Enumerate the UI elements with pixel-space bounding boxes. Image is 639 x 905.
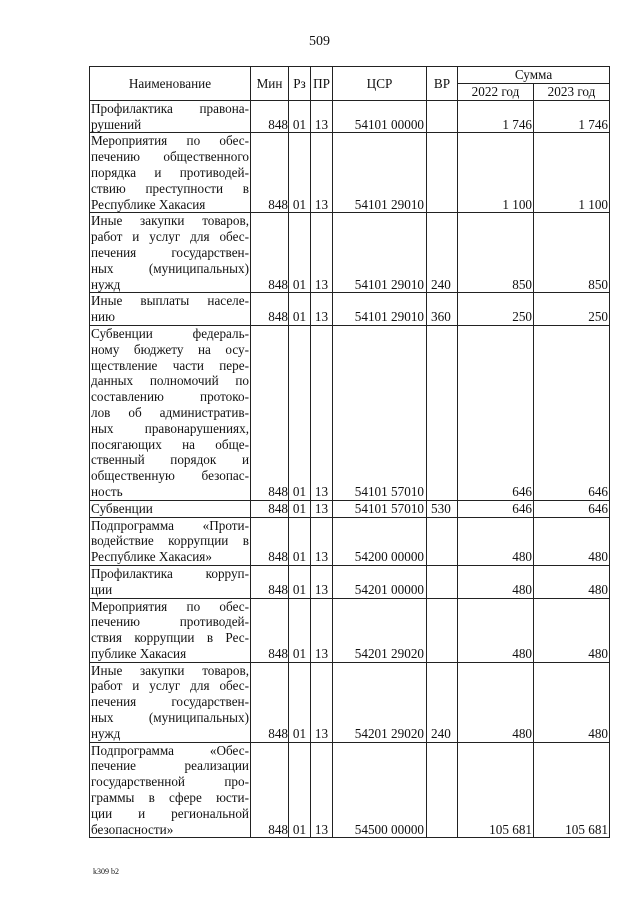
row-sum-2022: 480 xyxy=(458,565,534,598)
row-vr: 360 xyxy=(427,293,458,326)
row-pr: 13 xyxy=(311,517,333,565)
row-sum-2023: 250 xyxy=(534,293,610,326)
row-min: 848 xyxy=(251,565,289,598)
row-name-line: Республике Хакасия» xyxy=(91,549,212,565)
row-name xyxy=(90,213,251,293)
row-name-line: Субвенции федераль- xyxy=(91,325,249,341)
row-name-line: ществление части пере- xyxy=(91,357,249,373)
header-vr: ВР xyxy=(427,67,458,101)
row-sum-2022: 850 xyxy=(458,213,534,293)
row-name-line: общественную безопас- xyxy=(91,468,249,484)
row-name-line: публике Хакасия xyxy=(91,645,187,661)
row-vr xyxy=(427,325,458,500)
row-name-line: лов об административ- xyxy=(91,404,249,420)
row-sum-2023: 480 xyxy=(534,662,610,742)
row-name xyxy=(90,100,251,133)
row-vr: 240 xyxy=(427,213,458,293)
row-name-line: Подпрограмма «Обес- xyxy=(91,742,249,758)
row-min: 848 xyxy=(251,742,289,838)
row-name-line: Профилактика корруп- xyxy=(91,565,249,581)
row-pr: 13 xyxy=(311,293,333,326)
page-number: 509 xyxy=(309,34,330,49)
table-row xyxy=(90,500,610,517)
row-name-line: печение реализации xyxy=(91,758,249,774)
row-name xyxy=(90,565,251,598)
row-name-line: Мероприятия по обес- xyxy=(91,598,249,614)
row-csr: 54101 29010 xyxy=(333,213,427,293)
row-name-line: Республике Хакасия xyxy=(91,196,206,212)
row-sum-2023: 105 681 xyxy=(534,742,610,838)
row-rz: 01 xyxy=(289,213,311,293)
row-vr xyxy=(427,517,458,565)
row-sum-2023: 1 100 xyxy=(534,133,610,213)
row-name-line: Подпрограмма «Проти- xyxy=(91,517,249,533)
row-rz: 01 xyxy=(289,742,311,838)
row-pr: 13 xyxy=(311,213,333,293)
row-min: 848 xyxy=(251,500,289,517)
table-body xyxy=(90,100,610,838)
table-row xyxy=(90,325,610,500)
row-name-line: составлению протоко- xyxy=(91,389,249,405)
row-csr: 54500 00000 xyxy=(333,742,427,838)
row-csr: 54200 00000 xyxy=(333,517,427,565)
header-sum: Сумма xyxy=(458,67,610,84)
row-name-line: Субвенции xyxy=(91,500,153,516)
row-name-line: ному бюджету на осу- xyxy=(91,341,249,357)
row-name xyxy=(90,325,251,500)
row-name-line: Иные закупки товаров, xyxy=(91,213,249,229)
row-min: 848 xyxy=(251,662,289,742)
row-rz: 01 xyxy=(289,325,311,500)
row-min: 848 xyxy=(251,598,289,662)
row-name xyxy=(90,598,251,662)
row-min: 848 xyxy=(251,133,289,213)
row-name xyxy=(90,293,251,326)
row-csr: 54201 29020 xyxy=(333,598,427,662)
row-vr: 240 xyxy=(427,662,458,742)
row-min: 848 xyxy=(251,100,289,133)
row-pr: 13 xyxy=(311,662,333,742)
row-name-line: печения государствен- xyxy=(91,244,249,260)
row-sum-2022: 646 xyxy=(458,325,534,500)
row-name-line: ции и региональной xyxy=(91,805,249,821)
row-sum-2022: 1 746 xyxy=(458,100,534,133)
table-row xyxy=(90,565,610,598)
table-header xyxy=(90,67,610,101)
row-rz: 01 xyxy=(289,133,311,213)
row-csr: 54101 57010 xyxy=(333,325,427,500)
row-sum-2022: 480 xyxy=(458,517,534,565)
row-sum-2023: 480 xyxy=(534,565,610,598)
row-name xyxy=(90,662,251,742)
row-pr: 13 xyxy=(311,500,333,517)
row-sum-2023: 646 xyxy=(534,325,610,500)
row-vr xyxy=(427,565,458,598)
row-name-line: ных (муниципальных) xyxy=(91,710,249,726)
row-pr: 13 xyxy=(311,325,333,500)
header-rz: Рз xyxy=(289,67,311,101)
row-name-line: Мероприятия по обес- xyxy=(91,133,249,149)
row-name-line: Профилактика правона- xyxy=(91,100,249,116)
row-name-line: работ и услуг для обес- xyxy=(91,678,249,694)
row-sum-2022: 480 xyxy=(458,662,534,742)
row-name-line: ствия коррупции в Рес- xyxy=(91,630,249,646)
row-name-line: граммы в сфере юсти- xyxy=(91,790,249,806)
row-rz: 01 xyxy=(289,100,311,133)
row-min: 848 xyxy=(251,213,289,293)
row-pr: 13 xyxy=(311,565,333,598)
table-row xyxy=(90,598,610,662)
header-csr: ЦСР xyxy=(333,67,427,101)
row-name-line: ствию преступности в xyxy=(91,180,249,196)
row-min: 848 xyxy=(251,325,289,500)
row-name-line: печению противодей- xyxy=(91,614,249,630)
row-name-line: безопасности» xyxy=(91,821,174,837)
row-name-line: нужд xyxy=(91,725,121,741)
row-name-line: ственный порядок и xyxy=(91,452,249,468)
row-min: 848 xyxy=(251,293,289,326)
row-name-line: Иные выплаты населе- xyxy=(91,293,249,309)
row-vr: 530 xyxy=(427,500,458,517)
row-min: 848 xyxy=(251,517,289,565)
row-vr xyxy=(427,100,458,133)
row-rz: 01 xyxy=(289,565,311,598)
row-name-line: ных (муниципальных) xyxy=(91,260,249,276)
row-sum-2023: 480 xyxy=(534,598,610,662)
row-pr: 13 xyxy=(311,742,333,838)
row-name-line: ность xyxy=(91,483,123,499)
row-csr: 54101 00000 xyxy=(333,100,427,133)
row-pr: 13 xyxy=(311,133,333,213)
row-sum-2022: 250 xyxy=(458,293,534,326)
row-sum-2023: 1 746 xyxy=(534,100,610,133)
row-name-line: печения государствен- xyxy=(91,694,249,710)
row-sum-2023: 646 xyxy=(534,500,610,517)
row-name-line: ции xyxy=(91,581,113,597)
row-rz: 01 xyxy=(289,517,311,565)
row-name-line: государственной про- xyxy=(91,774,249,790)
row-name xyxy=(90,742,251,838)
row-sum-2022: 480 xyxy=(458,598,534,662)
row-name-line: нужд xyxy=(91,276,121,292)
row-pr: 13 xyxy=(311,598,333,662)
header-name: Наименование xyxy=(90,67,251,101)
row-name-line: Иные закупки товаров, xyxy=(91,662,249,678)
table-row xyxy=(90,100,610,133)
table-row xyxy=(90,213,610,293)
row-name xyxy=(90,500,251,517)
row-name-line: работ и услуг для обес- xyxy=(91,229,249,245)
row-vr xyxy=(427,133,458,213)
row-vr xyxy=(427,598,458,662)
row-name xyxy=(90,133,251,213)
row-name xyxy=(90,517,251,565)
row-sum-2023: 850 xyxy=(534,213,610,293)
row-csr: 54201 29020 xyxy=(333,662,427,742)
row-rz: 01 xyxy=(289,598,311,662)
row-sum-2022: 646 xyxy=(458,500,534,517)
row-csr: 54101 29010 xyxy=(333,293,427,326)
row-sum-2022: 105 681 xyxy=(458,742,534,838)
row-name-line: порядка и противодей- xyxy=(91,164,249,180)
footer-code: k309 b2 xyxy=(93,867,119,876)
row-csr: 54201 00000 xyxy=(333,565,427,598)
row-csr: 54101 57010 xyxy=(333,500,427,517)
row-rz: 01 xyxy=(289,662,311,742)
row-vr xyxy=(427,742,458,838)
row-rz: 01 xyxy=(289,293,311,326)
header-min: Мин xyxy=(251,67,289,101)
row-name-line: нию xyxy=(91,309,115,325)
row-sum-2022: 1 100 xyxy=(458,133,534,213)
table-row xyxy=(90,662,610,742)
row-name-line: печению общественного xyxy=(91,149,249,165)
table-row xyxy=(90,293,610,326)
row-name-line: рушений xyxy=(91,116,142,132)
row-sum-2023: 480 xyxy=(534,517,610,565)
table-row xyxy=(90,742,610,838)
header-2022: 2022 год xyxy=(458,83,534,100)
row-name-line: водействие коррупции в xyxy=(91,533,249,549)
budget-table xyxy=(89,66,610,838)
row-name-line: ных правонарушениях, xyxy=(91,420,249,436)
row-name-line: посягающих на обще- xyxy=(91,436,249,452)
header-pr: ПР xyxy=(311,67,333,101)
header-2023: 2023 год xyxy=(534,83,610,100)
row-pr: 13 xyxy=(311,100,333,133)
row-csr: 54101 29010 xyxy=(333,133,427,213)
table-row xyxy=(90,517,610,565)
table-row xyxy=(90,133,610,213)
row-name-line: данных полномочий по xyxy=(91,373,249,389)
row-rz: 01 xyxy=(289,500,311,517)
